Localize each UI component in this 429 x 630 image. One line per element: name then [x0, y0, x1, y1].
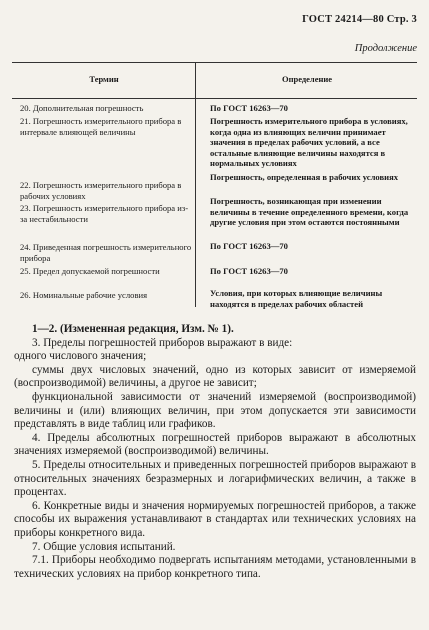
- clause-3: 3. Пределы погрешностей приборов выражают в виде:: [32, 336, 293, 349]
- clause-3-item-a: одного числового значения;: [14, 350, 147, 363]
- clause-3-item-b: суммы двух числовых значений, одно из которых зависит от измеряемой (воспроизводимой) величины, а другое не зависит;: [14, 363, 416, 390]
- clause-6: 6. Конкретные виды и значения нормируемых погрешностей приборов, а также способы их выражения устанавливают в стандартах или технических условиях на приборы конкретного вида.: [14, 499, 416, 539]
- term-24: 24. Приведенная погрешность измерительного прибора: [20, 242, 192, 263]
- term-22: 22. Погрешность измерительного прибора в рабочих условиях: [20, 180, 182, 201]
- table-header-rule: [12, 98, 417, 99]
- term-25: 25. Предел допускаемой погрешности: [20, 266, 160, 276]
- clause-5: 5. Пределы относительных и приведенных погрешностей приборов выражают в относительных значениях безразмерных и логарифмических величин, а также в процентах.: [14, 458, 416, 499]
- table-column-divider: [195, 62, 196, 307]
- body-text: [14, 323, 416, 581]
- clause-3-item-c: функциональной зависимости от значений измеряемой (воспроизводимой) величины и (или) влияющих величин, при этом допускается эти зависимости представлять в виде таблиц или графиков.: [14, 390, 416, 431]
- amendment-note: 1—2. (Измененная редакция, Изм. № 1).: [32, 323, 234, 335]
- column-header-definition: Определение: [281, 74, 333, 84]
- clause-7: 7. Общие условия испытаний.: [32, 540, 176, 553]
- continuation-label: Продолжение: [354, 43, 417, 54]
- def-21: Погрешность измерительного прибора в условиях, когда одна из влияющих величин принимает значения в пределах рабочих условий, а все остальные влияющие величины находятся в нормальных условиях: [210, 116, 408, 168]
- def-20: По ГОСТ 16263—70: [210, 103, 288, 113]
- page-header: ГОСТ 24214—80 Стр. 3: [302, 14, 417, 25]
- def-22: Погрешность, определенная в рабочих условиях: [210, 172, 399, 182]
- term-21: 21. Погрешность измерительного прибора в интервале влияющей величины: [20, 116, 182, 137]
- def-26: Условия, при которых влияющие величины находятся в пределах рабочих областей: [210, 288, 383, 309]
- clause-4: 4. Пределы абсолютных погрешностей приборов выражают в абсолютных значениях измеряемой (воспроизводимой) величины.: [14, 431, 416, 458]
- def-24: По ГОСТ 16263—70: [210, 241, 288, 251]
- clause-7-1: 7.1. Приборы необходимо подвергать испытаниям методами, установленными в технических условиях на прибор конкретного типа.: [14, 554, 416, 580]
- term-20: 20. Дополнительная погрешность: [20, 103, 144, 113]
- column-header-term: Термин: [89, 74, 119, 84]
- table-top-rule: [12, 62, 417, 63]
- term-23: 23. Погрешность измерительного прибора из-за нестабильности: [20, 203, 189, 224]
- term-26: 26. Номинальные рабочие условия: [20, 290, 148, 300]
- def-23: Погрешность, возникающая при изменении величины в течение определенного времени, когда другие условия при этом остаются постоянными: [210, 196, 409, 227]
- def-25: По ГОСТ 16263—70: [210, 266, 288, 276]
